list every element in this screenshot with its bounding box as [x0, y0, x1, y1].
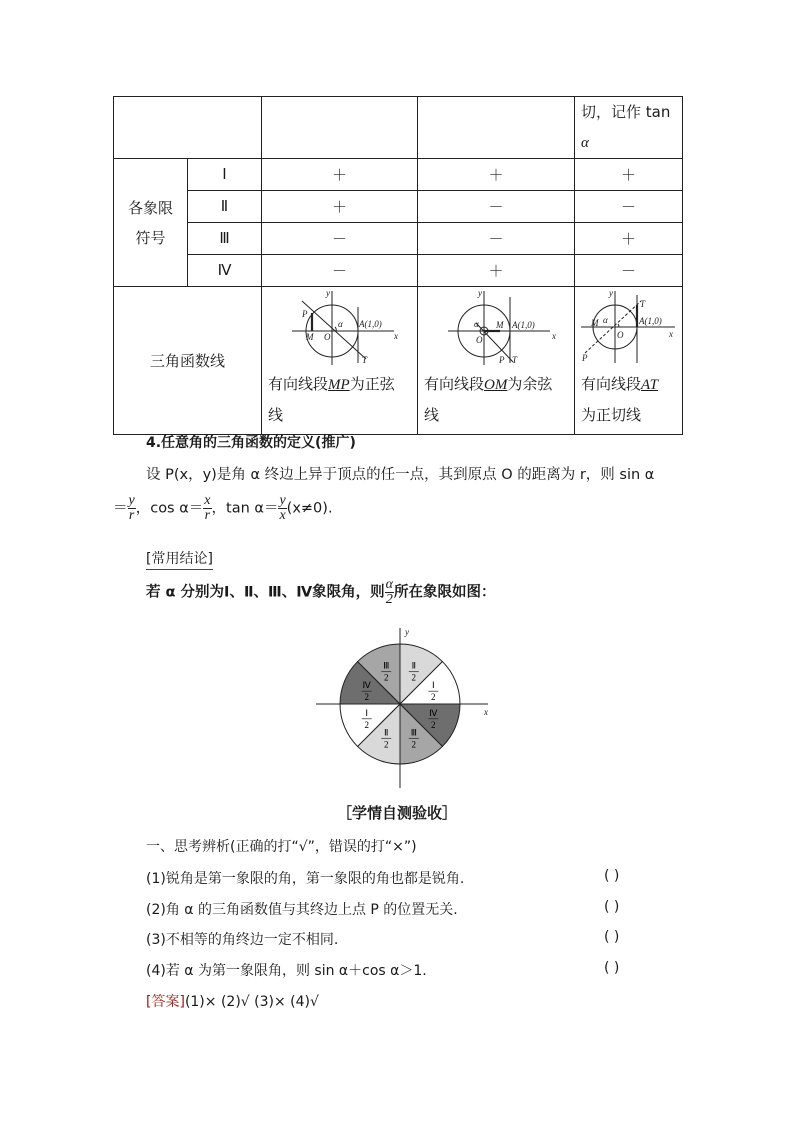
sine-line-figure: [262, 287, 416, 369]
fig-label: α: [474, 319, 479, 329]
cos-sign: －: [418, 191, 575, 223]
sector-label-den: 2: [383, 672, 389, 683]
quadrant-label: Ⅳ: [188, 255, 262, 287]
cos-sign: ＋: [418, 159, 575, 191]
table-row: [114, 287, 683, 435]
answer-blank-4[interactable]: ( ): [604, 960, 620, 976]
quadrant-label: Ⅰ: [188, 159, 262, 191]
tan-sign: ＋: [575, 223, 683, 255]
question-4: (4)若 α 为第一象限角，则 sin α＋cos α＞1.: [146, 963, 427, 979]
half-angle-quadrant-chart: [312, 622, 502, 792]
self-test-title: ［学情自测验收］: [336, 804, 457, 822]
tangent-line-caption: 有向线段AT 为正切线: [581, 375, 658, 424]
cosine-line-cell: [418, 287, 575, 435]
tangent-line-cell: [575, 287, 683, 435]
sector-label: Ⅰ: [365, 707, 369, 718]
table-row: [114, 159, 683, 191]
half-angle-fraction: $\frac{\alpha}{2}$: [385, 577, 393, 607]
fig-label: O: [476, 335, 483, 345]
sector-label-den: 2: [411, 672, 417, 683]
trig-lines-label: 三角函数线: [114, 287, 262, 435]
cos-sign: －: [418, 223, 575, 255]
fig-label: A(1,0): [359, 319, 382, 329]
common-conclusion-tag: [常用结论]: [146, 548, 213, 570]
table-row: [114, 191, 683, 223]
fig-label: M: [591, 318, 599, 328]
fig-label: O: [617, 330, 624, 340]
fig-label: P: [582, 353, 588, 363]
fig-label: M: [306, 332, 314, 342]
sector-label: Ⅳ: [362, 680, 371, 691]
definition-line-1: 设 P(x，y)是角 α 终边上异于顶点的任一点，其到原点 O 的距离为 r，则 sin α: [146, 467, 655, 483]
fig-label: T: [640, 299, 646, 309]
section-heading: 4.任意角的三角函数的定义(推广): [146, 435, 356, 451]
cosine-line-figure: [418, 287, 573, 369]
tangent-line-figure: [575, 287, 681, 369]
trig-function-table: [113, 96, 683, 435]
sector-label-den: 2: [364, 692, 369, 703]
fig-label: α: [338, 319, 343, 329]
sector-label-den: 2: [411, 739, 417, 750]
fig-label: P: [499, 355, 505, 365]
answer-blank-1[interactable]: ( ): [604, 868, 620, 884]
sector-label: Ⅲ: [383, 660, 390, 671]
fig-label: x: [552, 331, 556, 341]
sector-label: Ⅳ: [429, 707, 438, 718]
conclusion-text: 若 α 分别为Ⅰ、Ⅱ、Ⅲ、Ⅳ象限角，则 $\frac{\alpha}{2}$ 所在象限如图：: [146, 577, 496, 607]
quadrant-label: Ⅲ: [188, 223, 262, 255]
tan-sign: ＋: [575, 159, 683, 191]
fig-label: M: [496, 320, 504, 330]
y-axis-label: y: [405, 627, 409, 637]
sector-label: Ⅰ: [431, 680, 435, 691]
answer-blank-3[interactable]: ( ): [604, 929, 620, 945]
cosine-line-caption: 有向线段OM为余弦 线: [424, 375, 553, 424]
sin-sign: －: [262, 223, 418, 255]
x-axis-label: x: [484, 707, 488, 717]
answer-tag: [答案]: [146, 994, 185, 1010]
table-row: [114, 223, 683, 255]
sector-label: Ⅱ: [411, 660, 417, 671]
answer-line: [答案](1)× (2)√ (3)× (4)√: [146, 994, 319, 1010]
fig-label: α: [603, 315, 608, 325]
sin-fraction: $\frac{y}{r}$: [128, 493, 135, 523]
question-1: (1)锐角是第一象限的角，第一象限的角也都是锐角.: [146, 871, 465, 887]
sector-label-den: 2: [431, 692, 436, 703]
fig-label: x: [669, 329, 673, 339]
sector-label: Ⅱ: [383, 727, 389, 738]
tan-sign: －: [575, 191, 683, 223]
answer-blank-2[interactable]: ( ): [604, 899, 620, 915]
fig-label: y: [609, 288, 613, 298]
sin-sign: ＋: [262, 191, 418, 223]
sin-sign: －: [262, 255, 418, 287]
tan-sign: －: [575, 255, 683, 287]
sector-label-den: 2: [383, 739, 389, 750]
quadrant-label: Ⅱ: [188, 191, 262, 223]
fig-label: A(1,0): [639, 316, 662, 326]
fig-label: y: [478, 288, 482, 298]
sine-line-caption: 有向线段MP为正弦 线: [268, 375, 395, 424]
question-3: (3)不相等的角终边一定不相同.: [146, 932, 339, 948]
sin-sign: ＋: [262, 159, 418, 191]
fig-label: y: [326, 288, 330, 298]
definition-line-2: ＝ $\frac{y}{r}$ ，cos α＝ $\frac{x}{r}$ ，tan α＝ $\frac{y}{x}$ (x≠0).: [113, 493, 333, 523]
fig-label: O: [324, 332, 331, 342]
tan-definition-cont: 切，记作 tan α: [575, 97, 683, 159]
fig-label: x: [394, 331, 398, 341]
cos-fraction: $\frac{x}{r}$: [204, 493, 211, 523]
fig-label: T: [362, 355, 368, 365]
tan-fraction: $\frac{y}{x}$: [279, 493, 286, 523]
fig-label: A(1,0): [512, 320, 535, 330]
sector-label-den: 2: [431, 719, 436, 730]
table-row: [114, 97, 683, 159]
table-row: [114, 255, 683, 287]
fig-label: P: [302, 309, 308, 319]
question-2: (2)角 α 的三角函数值与其终边上点 P 的位置无关.: [146, 902, 458, 918]
cos-sign: ＋: [418, 255, 575, 287]
sector-label-den: 2: [364, 719, 369, 730]
sector-label: Ⅲ: [410, 727, 417, 738]
part-one-heading: 一、思考辨析(正确的打“√”，错误的打“×”): [146, 839, 417, 855]
sine-line-cell: [262, 287, 418, 435]
fig-label: T: [512, 355, 518, 365]
signs-label: 各象限 符号: [114, 159, 188, 287]
